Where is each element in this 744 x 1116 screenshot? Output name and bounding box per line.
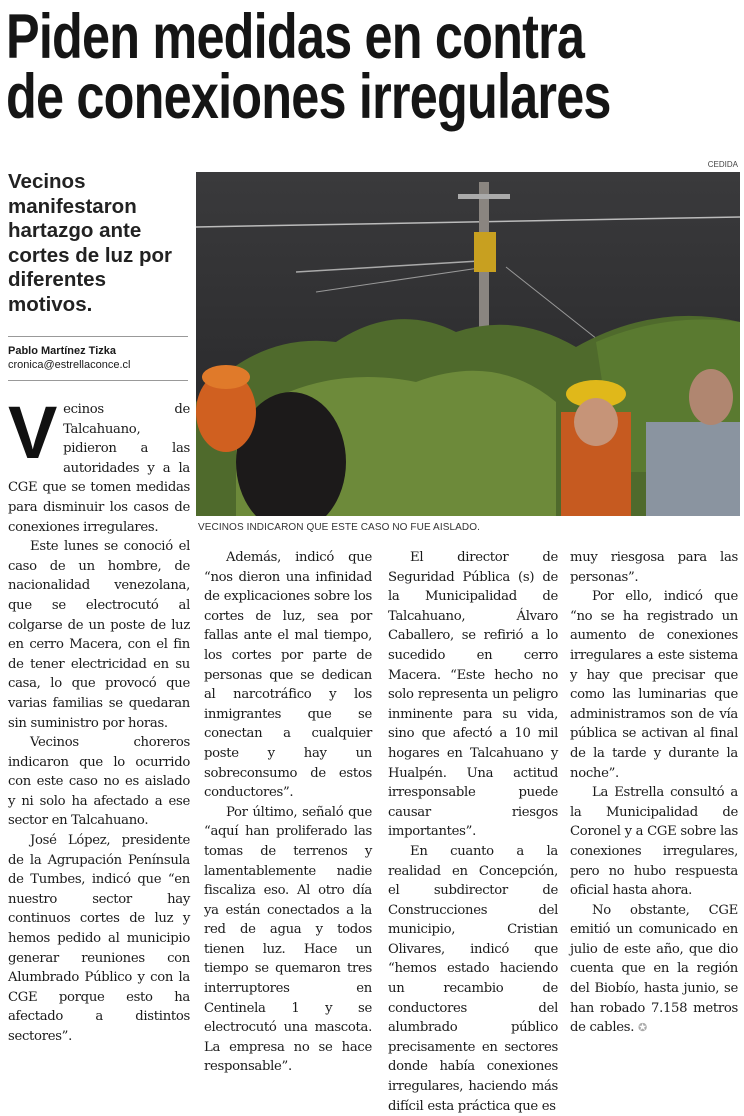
- final-text: No obstante, CGE emitió un comunicado en julio de este año, que dio cuenta que en la región del Biobío, hasta junio, se han robado 7.158 metros de cables.: [570, 902, 738, 1036]
- article-column-2: [204, 548, 372, 1077]
- author-name: Pablo Martínez Tizka: [8, 345, 116, 357]
- paragraph: Por último, señaló que “aquí han proliferado las tomas de terrenos y lamentablemente nadie fiscaliza eso. Al otro día ya están conectados a la red de agua y todos tienen luz. Hace un tiempo se quemaron tres interruptores en Centinela 1 y se electrocutó una mascota. La empresa no se hace responsable”.: [204, 804, 372, 1075]
- article-column-3: [388, 548, 558, 1116]
- divider: [8, 380, 188, 381]
- article-photo: [196, 172, 740, 516]
- paragraph: Además, indicó que “nos dieron una infinidad de explicaciones sobre los cortes de luz, sea por fallas ante el mal tiempo, los cortes por parte de personas que se dedican al narcotráfico y los inmigrantes que se conectan a cualquier poste y hay un sobreconsumo de estos conductores”.: [204, 550, 372, 801]
- paragraph: El director de Seguridad Pública (s) de la Municipalidad de Talcahuano, Álvaro Caballero, se refirió a lo sucedido en cerro Macera. “Este hecho no solo representa un peligro inminente para su vida, sino que afectó a 10 mil hogares en Talcahuano y Hualpén. Una actitud irresponsable puede causar riesgos importantes”.: [388, 550, 558, 840]
- lead-paragraph: [8, 391, 190, 537]
- photo-caption: VECINOS INDICARON QUE ESTE CASO NO FUE AISLADO.: [198, 522, 480, 533]
- article-column-1: [8, 391, 190, 1047]
- article-column-4: [570, 548, 738, 1038]
- lead-text: ecinos de Talcahuano, pidieron a las autoridades y a la CGE que se tomen medidas para disminuir los casos de conexiones irregulares.: [8, 402, 190, 535]
- paragraph: [570, 901, 738, 1038]
- photo-credit: CEDIDA: [707, 160, 738, 169]
- headline-line-2: de conexiones irregulares: [6, 62, 611, 132]
- divider: [8, 336, 188, 337]
- headline-line-1: Piden medidas en contra: [6, 2, 585, 72]
- paragraph: Este lunes se conoció el caso de un hombre, de nacionalidad venezolana, que se electrocutó al colgarse de un poste de luz en cerro Macera, con el fin de tener electricidad en su casa, lo que provocó que varias familias se quedaran sin suministro por horas.: [8, 539, 190, 731]
- paragraph: Por ello, indicó que “no se ha registrado un aumento de conexiones irregulares a este sistema y hay que precisar que como las luminarias que administramos son de vía pública se activan al final de la tarde y durante la noche”.: [570, 589, 738, 781]
- photo-illustration: [196, 172, 740, 516]
- paragraph: La Estrella consultó a la Municipalidad de Coronel y a CGE sobre las conexiones irregulares, pero no hubo respuesta oficial hasta ahora.: [570, 785, 738, 899]
- byline: [8, 344, 130, 372]
- paragraph: Vecinos choreros indicaron que lo ocurrido con este caso no es aislado y ni solo ha afectado a ese sector en Talcahuano.: [8, 735, 190, 829]
- paragraph: En cuanto a la realidad en Concepción, el subdirector de Construcciones del municipio, Cristian Olivares, indicó que “hemos estado haciendo un recambio de conductores del alumbrado público precisamente en sectores donde había conexiones irregulares, haciendo más difícil esta práctica que es: [388, 843, 558, 1114]
- drop-cap: V: [8, 391, 58, 474]
- article-deck: Vecinos manifestaron hartazgo ante cortes de luz por diferentes motivos.: [8, 170, 173, 316]
- paragraph-continued: muy riesgosa para las personas”.: [570, 550, 738, 585]
- end-mark-icon: ✪: [638, 1021, 647, 1035]
- paragraph: José López, presidente de la Agrupación Península de Tumbes, indicó que “en nuestro sector hay continuos cortes de luz y hemos pedido al municipio generar reuniones con Alumbrado Público y con la CGE porque esto ha afectado a distintos sectores”.: [8, 833, 190, 1044]
- author-email[interactable]: cronica@estrellaconce.cl: [8, 359, 131, 371]
